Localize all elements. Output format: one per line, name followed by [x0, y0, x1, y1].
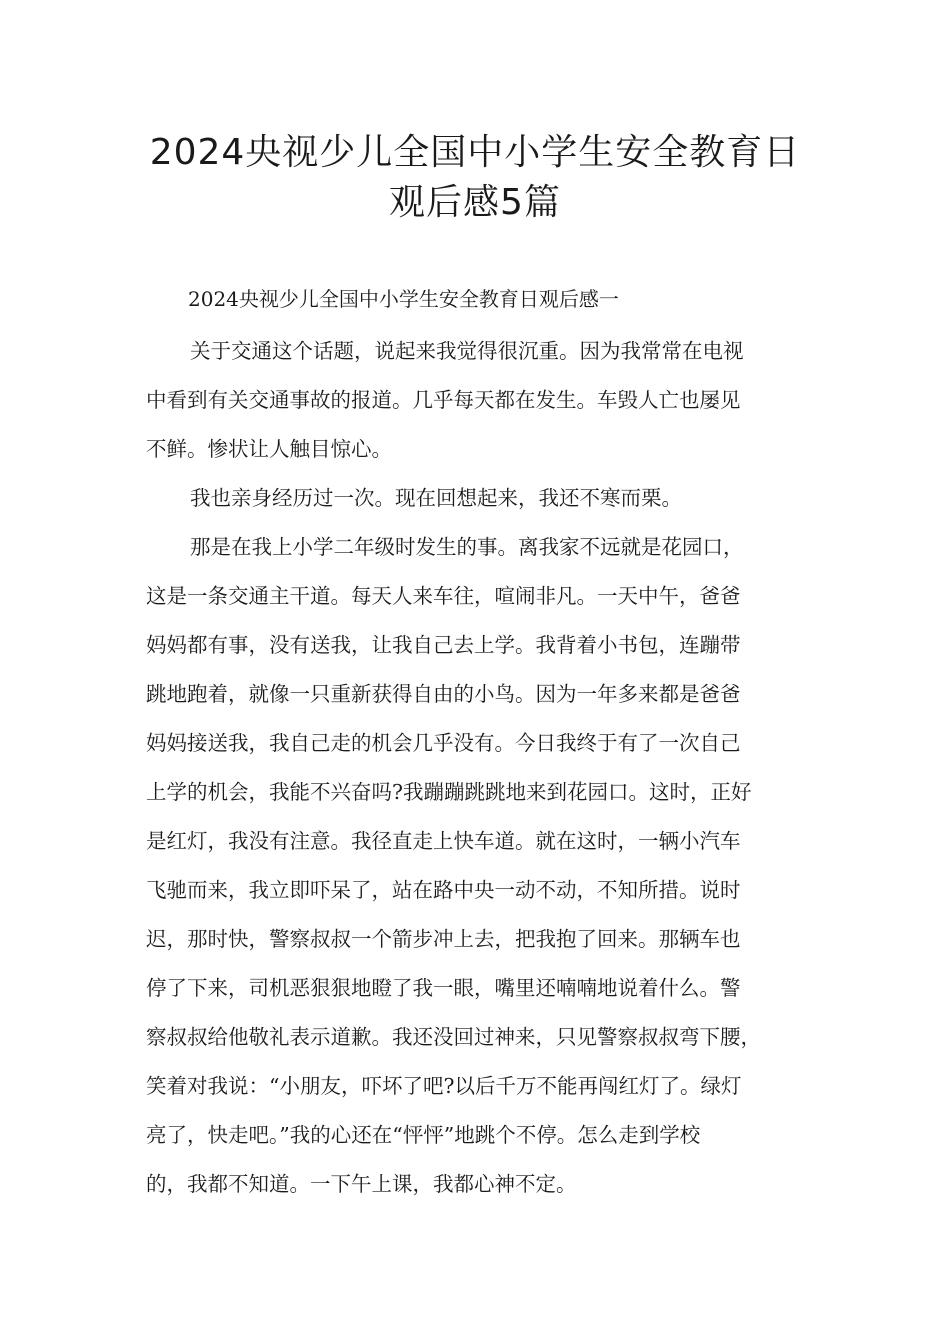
- text-line: 我也亲身经历过一次。现在回想起来，我还不寒而栗。: [190, 486, 682, 510]
- title-line-1: 2024央视少儿全国中小学生安全教育日: [149, 132, 801, 173]
- section-heading: 2024央视少儿全国中小学生安全教育日观后感一: [188, 287, 619, 311]
- text-line: 察叔叔给他敬礼表示道歉。我还没回过神来，只见警察叔叔弯下腰，: [146, 1025, 761, 1049]
- text-line: 跳地跑着，就像一只重新获得自由的小鸟。因为一年多来都是爸爸: [146, 682, 741, 706]
- text-line: 上学的机会，我能不兴奋吗?我蹦蹦跳跳地来到花园口。这时，正好: [146, 780, 752, 804]
- text-line: 笑着对我说：“小朋友，吓坏了吧?以后千万不能再闯红灯了。绿灯: [146, 1074, 742, 1098]
- text-line: 这是一条交通主干道。每天人来车往，喧闹非凡。一天中午，爸爸: [146, 584, 741, 608]
- document-body: [146, 334, 826, 1216]
- text-line: 飞驰而来，我立即吓呆了，站在路中央一动不动，不知所措。说时: [146, 878, 741, 902]
- text-line: 亮了，快走吧。”我的心还在“怦怦”地跳个不停。怎么走到学校: [146, 1123, 701, 1147]
- text-line: 停了下来，司机恶狠狠地瞪了我一眼，嘴里还喃喃地说着什么。警: [146, 976, 741, 1000]
- text-line: 妈妈都有事，没有送我，让我自己去上学。我背着小书包，连蹦带: [146, 633, 741, 657]
- text-line: 关于交通这个话题，说起来我觉得很沉重。因为我常常在电视: [190, 339, 744, 363]
- text-line: 妈妈接送我，我自己走的机会几乎没有。今日我终于有了一次自己: [146, 731, 741, 755]
- text-line: 那是在我上小学二年级时发生的事。离我家不远就是花园口，: [190, 535, 744, 559]
- text-line: 不鲜。惨状让人触目惊心。: [146, 437, 392, 461]
- text-line: 迟，那时快，警察叔叔一个箭步冲上去，把我抱了回来。那辆车也: [146, 927, 741, 951]
- text-line: 的，我都不知道。一下午上课，我都心神不定。: [146, 1172, 577, 1196]
- text-line: 是红灯，我没有注意。我径直走上快车道。就在这时，一辆小汽车: [146, 829, 741, 853]
- title-line-2: 观后感5篇: [389, 182, 561, 223]
- text-line: 中看到有关交通事故的报道。几乎每天都在发生。车毁人亡也屡见: [146, 388, 741, 412]
- document-title: [120, 128, 830, 228]
